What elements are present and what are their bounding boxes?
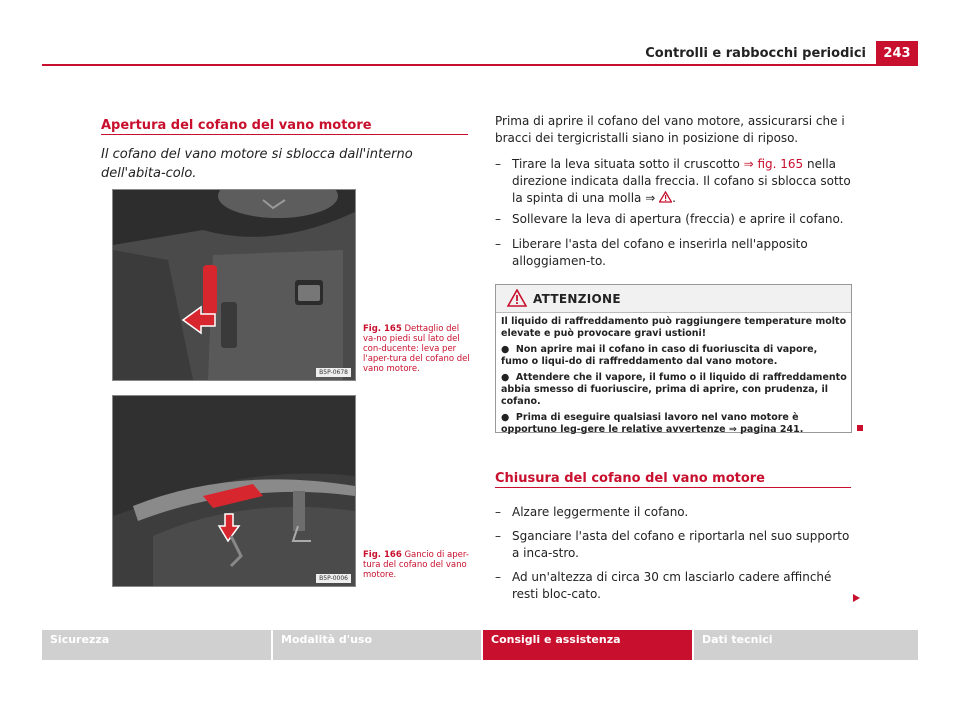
footer-tab-modalita[interactable]: [273, 630, 481, 660]
warning-bullet: [501, 412, 847, 437]
list-item: [495, 236, 855, 270]
list-item: [495, 528, 855, 562]
dash-marker: –: [495, 237, 501, 251]
end-of-section-marker: [857, 425, 863, 431]
dash-marker: –: [495, 529, 501, 543]
page-number: 243: [876, 41, 918, 66]
step-text: Ad un'altezza di circa 30 cm lasciarlo cadere affinché resti bloc-cato.: [512, 570, 832, 601]
step-text: Sollevare la leva di apertura (freccia) e aprire il cofano.: [512, 212, 844, 226]
footer-tab-consigli[interactable]: [483, 630, 692, 660]
footer-tab-sicurezza[interactable]: [42, 630, 271, 660]
step-text: .: [672, 191, 676, 205]
warning-box: [495, 284, 852, 436]
footer-tab-dati-tecnici[interactable]: [694, 630, 918, 660]
warning-title: ATTENZIONE: [533, 292, 621, 306]
warning-header: [496, 285, 851, 313]
footer-tab-label: Modalità d'uso: [281, 633, 373, 646]
header-rule: [42, 64, 918, 66]
figure-166-caption: [363, 550, 471, 580]
dash-marker: –: [495, 505, 501, 519]
warning-triangle-icon[interactable]: [659, 191, 672, 203]
section-rule: [495, 487, 851, 488]
figure-label: Fig. 165: [363, 324, 402, 334]
step-text: Tirare la leva situata sotto il cruscotto: [512, 157, 744, 171]
warning-bullet-text: Non aprire mai il cofano in caso di fuoriuscita di vapore, fumo o liqui-do di raffreddamento dal vano motore.: [501, 343, 818, 368]
bullet-icon: ●: [501, 343, 510, 355]
footer-tab-label: Dati tecnici: [702, 633, 773, 646]
step-text: nella direzione indicata dalla freccia. Il cofano si sblocca sotto la spinta di una molla ⇒: [512, 157, 851, 205]
warning-triangle-icon: [507, 289, 527, 307]
warning-bullet: [501, 344, 847, 369]
figure-165-image: [112, 189, 356, 381]
warning-body: [501, 316, 847, 440]
section-rule: [101, 134, 468, 135]
figure-165-caption: [363, 324, 471, 374]
step-text: Alzare leggermente il cofano.: [512, 505, 689, 519]
figure-caption-text: Dettaglio del va-no piedi sul lato del con-ducente: leva per l'aper-tura del cofano del vano motore.: [363, 324, 470, 374]
footer-tab-label: Sicurezza: [50, 633, 110, 646]
figure-link[interactable]: ⇒ fig. 165: [743, 157, 804, 171]
dash-marker: –: [495, 570, 501, 584]
warning-intro: Il liquido di raffreddamento può raggiungere temperature molto elevate e può provocare gravi ustioni!: [501, 316, 847, 340]
dash-marker: –: [495, 212, 501, 226]
intro-paragraph: Prima di aprire il cofano del vano motore, assicurarsi che i bracci dei tergicristalli siano in posizione di riposo.: [495, 114, 845, 145]
running-header-title: Controlli e rabbocchi periodici: [645, 46, 866, 61]
footwell-illustration: [113, 190, 355, 380]
figure-id-tag: B5P-0006: [316, 574, 351, 583]
footer-tab-label: Consigli e assistenza: [491, 633, 621, 646]
dash-marker: –: [495, 157, 501, 171]
section-title-opening: Apertura del cofano del vano motore: [101, 118, 372, 133]
continue-arrow-icon[interactable]: [852, 593, 861, 603]
section-intro: Il cofano del vano motore si sblocca dall'interno dell'abita-colo.: [101, 147, 413, 181]
figure-caption-text: Gancio di aper-tura del cofano del vano motore.: [363, 550, 469, 580]
warning-bullet-text: Attendere che il vapore, il fumo o il liquido di raffreddamento abbia smesso di fuoriuscire, prima di aprire, con prudenza, il cofano.: [501, 371, 847, 408]
warning-bullet-text: Prima di eseguire qualsiasi lavoro nel vano motore è opportuno leg-gere le relative avvertenze ⇒ pagina 241.: [501, 411, 804, 436]
step-text: Sganciare l'asta del cofano e riportarla nel suo supporto a inca-stro.: [512, 529, 850, 560]
hood-hook-illustration: [113, 396, 355, 586]
step-text: Liberare l'asta del cofano e inserirla nell'apposito alloggiamen-to.: [512, 237, 808, 268]
bullet-icon: ●: [501, 371, 510, 383]
list-item: [495, 504, 855, 521]
list-item: [495, 569, 855, 603]
figure-id-tag: B5P-0678: [316, 368, 351, 377]
figure-166-image: [112, 395, 356, 587]
warning-bullet: [501, 372, 847, 409]
section-title-closing: Chiusura del cofano del vano motore: [495, 471, 766, 486]
list-item: [495, 156, 855, 207]
list-item: [495, 211, 855, 228]
figure-label: Fig. 166: [363, 550, 402, 560]
bullet-icon: ●: [501, 411, 510, 423]
